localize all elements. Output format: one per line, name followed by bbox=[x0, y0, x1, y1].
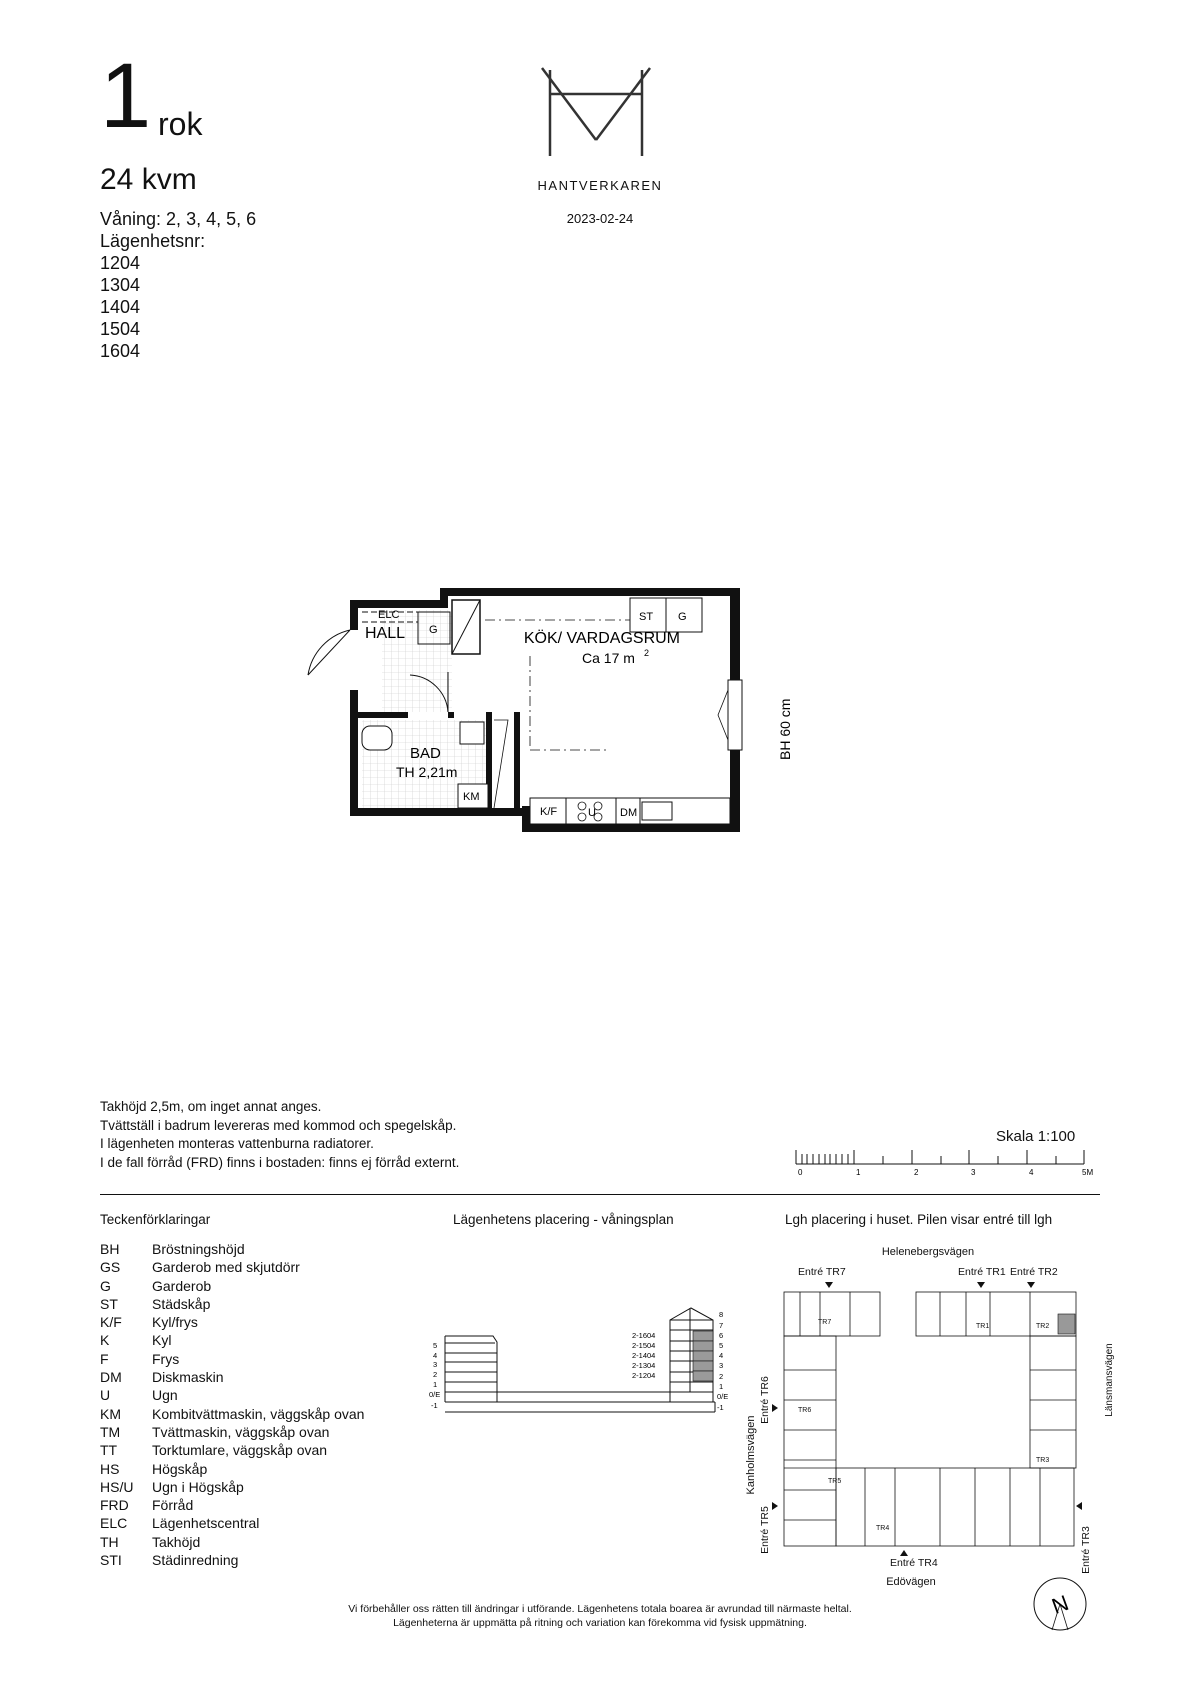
scale-tick: 5M bbox=[1082, 1168, 1094, 1177]
scale-bar bbox=[790, 1148, 1100, 1178]
legend-item bbox=[100, 1258, 364, 1276]
legend-code: FRD bbox=[100, 1497, 129, 1514]
note-line: Takhöjd 2,5m, om inget annat anges. bbox=[100, 1099, 322, 1114]
siteplan-title: Lgh placering i huset. Pilen visar entré till lgh bbox=[785, 1212, 1053, 1227]
apartment-marker bbox=[1058, 1314, 1075, 1334]
apartment-area: 24 kvm bbox=[100, 163, 197, 196]
legend-text: Ugn i Högskåp bbox=[152, 1478, 244, 1495]
wardrobe-label: G bbox=[678, 611, 687, 623]
stair-label: TR6 bbox=[798, 1407, 812, 1414]
legend-title: Teckenförklaringar bbox=[100, 1212, 211, 1227]
floor-number-left: 2 bbox=[433, 1370, 438, 1379]
street-name-bottom: Edövägen bbox=[886, 1576, 936, 1588]
scale-label: Skala 1:100 bbox=[996, 1128, 1076, 1145]
legend-text: Bröstningshöjd bbox=[152, 1241, 245, 1257]
scale-tick: 3 bbox=[971, 1168, 976, 1177]
oven-label: U bbox=[588, 807, 596, 819]
legend-list bbox=[100, 1240, 364, 1569]
scale-tick: 0 bbox=[798, 1168, 803, 1177]
wardrobe-label: G bbox=[429, 624, 438, 636]
rooms-count: 1 bbox=[100, 45, 152, 147]
document-date: 2023-02-24 bbox=[566, 211, 634, 226]
stair-label: TR7 bbox=[818, 1319, 832, 1326]
divider bbox=[100, 1194, 1100, 1195]
entry-arrow-icon bbox=[772, 1404, 778, 1412]
floor-number-left: 4 bbox=[433, 1351, 438, 1360]
entry-arrow-icon bbox=[1076, 1502, 1082, 1510]
legend-item bbox=[100, 1295, 364, 1313]
unit-label: 2-1604 bbox=[632, 1331, 656, 1340]
legend-text: Garderob bbox=[152, 1277, 212, 1294]
elc-label: ELC bbox=[378, 609, 400, 621]
street-name-top: Helenebergsvägen bbox=[881, 1246, 975, 1258]
floor-number-left: 0/E bbox=[429, 1390, 441, 1399]
floor-number-right: 4 bbox=[719, 1351, 724, 1360]
legend-code: KM bbox=[100, 1405, 121, 1422]
disclaimer bbox=[290, 1602, 910, 1630]
unit-label: 2-1304 bbox=[632, 1361, 656, 1370]
stair-label: TR4 bbox=[876, 1525, 890, 1532]
dishwasher-label: DM bbox=[620, 807, 638, 819]
note-line: Tvättställ i badrum levereras med kommod och spegelskåp. bbox=[100, 1117, 457, 1133]
stair-label: TR2 bbox=[1036, 1323, 1050, 1330]
room-area-superscript: 2 bbox=[644, 648, 650, 658]
legend-code: ELC bbox=[100, 1515, 128, 1532]
legend-text: Kyl/frys bbox=[152, 1314, 198, 1331]
floor-number-right: 1 bbox=[719, 1382, 724, 1391]
legend-item bbox=[100, 1460, 364, 1478]
legend-text: Kombitvättmaskin, väggskåp ovan bbox=[152, 1405, 365, 1422]
fridge-freezer-label: K/F bbox=[540, 806, 558, 818]
legend-text: Ugn bbox=[152, 1387, 178, 1404]
section-diagram bbox=[425, 1300, 730, 1420]
entry-label-tr2: Entré TR2 bbox=[1010, 1266, 1058, 1278]
legend-code: GS bbox=[100, 1259, 121, 1276]
room-label-bath: BAD bbox=[410, 745, 441, 762]
legend-code: BH bbox=[100, 1241, 120, 1257]
legend-text: Tvättmaskin, väggskåp ovan bbox=[152, 1423, 330, 1440]
legend-code: STI bbox=[100, 1552, 122, 1569]
room-area-living: Ca 17 m bbox=[582, 650, 635, 666]
legend-code: G bbox=[100, 1277, 111, 1294]
unit-label: 2-1504 bbox=[632, 1341, 656, 1350]
notes bbox=[100, 1098, 459, 1172]
room-label-hall: HALL bbox=[365, 625, 406, 642]
entry-label-tr6: Entré TR6 bbox=[759, 1376, 771, 1424]
entry-label-tr5: Entré TR5 bbox=[759, 1506, 771, 1554]
legend-code: TM bbox=[100, 1423, 121, 1440]
legend-item bbox=[100, 1368, 364, 1386]
legend-code: DM bbox=[100, 1369, 122, 1386]
floor-number-right: -1 bbox=[717, 1403, 724, 1412]
entry-label-tr3: Entré TR3 bbox=[1080, 1526, 1092, 1574]
scale-tick: 2 bbox=[914, 1168, 919, 1177]
bath-ceiling-height: TH 2,21m bbox=[396, 764, 458, 780]
note-line: I lägenheten monteras vattenburna radiatorer. bbox=[100, 1136, 374, 1151]
brand-name: HANTVERKAREN bbox=[537, 178, 663, 193]
room-label-living: KÖK/ VARDAGSRUM bbox=[523, 630, 680, 647]
street-name-left: Kanholmsvägen bbox=[745, 1415, 757, 1495]
apartment-meta bbox=[100, 208, 256, 362]
entry-label-tr1: Entré TR1 bbox=[958, 1266, 1006, 1278]
legend-item bbox=[100, 1350, 364, 1368]
street-name-right: Länsmansvägen bbox=[1104, 1343, 1115, 1417]
entry-label-tr7: Entré TR7 bbox=[798, 1266, 846, 1278]
legend-item bbox=[100, 1240, 364, 1258]
legend-item bbox=[100, 1533, 364, 1551]
stair-label: TR1 bbox=[976, 1323, 990, 1330]
scale-tick: 1 bbox=[856, 1168, 861, 1177]
legend-text: Diskmaskin bbox=[152, 1369, 224, 1386]
apartment-number: 1404 bbox=[100, 297, 141, 317]
apartment-number-label: Lägenhetsnr: bbox=[100, 231, 206, 251]
entry-arrow-icon bbox=[825, 1282, 833, 1288]
legend-text: Högskåp bbox=[152, 1460, 208, 1477]
legend-text: Torktumlare, väggskåp ovan bbox=[152, 1442, 328, 1459]
apartment-number: 1204 bbox=[100, 253, 141, 273]
legend-text: Takhöjd bbox=[152, 1533, 201, 1550]
cleaning-cabinet-label: ST bbox=[639, 611, 654, 623]
rooms-unit: rok bbox=[158, 106, 203, 142]
legend-text: Kyl bbox=[152, 1332, 172, 1349]
legend-item bbox=[100, 1441, 364, 1459]
legend-item bbox=[100, 1331, 364, 1349]
floor-number-right: 6 bbox=[719, 1331, 724, 1340]
legend-code: K bbox=[100, 1332, 110, 1349]
legend-item bbox=[100, 1514, 364, 1532]
legend-code: ST bbox=[100, 1295, 118, 1312]
hantverkaren-logo-icon bbox=[540, 66, 660, 170]
legend-code: HS/U bbox=[100, 1478, 134, 1495]
entry-arrow-icon bbox=[900, 1550, 908, 1556]
floor-number-left: 1 bbox=[433, 1380, 438, 1389]
note-line: I de fall förråd (FRD) finns i bostaden: finns ej förråd externt. bbox=[100, 1154, 460, 1170]
window-sill-height: BH 60 cm bbox=[777, 698, 793, 760]
legend-code: F bbox=[100, 1350, 109, 1367]
legend-item bbox=[100, 1496, 364, 1514]
unit-label: 2-1404 bbox=[632, 1351, 656, 1360]
disclaimer-line: Vi förbehåller oss rätten till ändringar i utförande. Lägenhetens totala boarea är avrundad till närmaste heltal. bbox=[348, 1603, 852, 1615]
floor-number-right: 3 bbox=[719, 1361, 724, 1370]
stair-label: TR5 bbox=[828, 1478, 842, 1485]
floor-number-left: -1 bbox=[431, 1401, 438, 1410]
apartment-number: 1504 bbox=[100, 319, 141, 339]
floor-number-right: 5 bbox=[719, 1341, 724, 1350]
floor-number-right: 0/E bbox=[717, 1392, 729, 1401]
legend-text: Städinredning bbox=[152, 1552, 239, 1569]
legend-code: TT bbox=[100, 1442, 118, 1459]
legend-item bbox=[100, 1386, 364, 1404]
legend-item bbox=[100, 1405, 364, 1423]
apartment-number: 1304 bbox=[100, 275, 141, 295]
legend-item bbox=[100, 1478, 364, 1496]
legend-text: Städskåp bbox=[152, 1295, 211, 1312]
apartment-number: 1604 bbox=[100, 341, 141, 361]
section-title: Lägenhetens placering - våningsplan bbox=[453, 1212, 674, 1227]
legend-code: TH bbox=[100, 1533, 119, 1550]
legend-code: HS bbox=[100, 1460, 120, 1477]
entry-arrow-icon bbox=[977, 1282, 985, 1288]
floor-number-right: 2 bbox=[719, 1372, 724, 1381]
floor-plan bbox=[300, 560, 820, 870]
unit-label: 2-1204 bbox=[632, 1371, 656, 1380]
entry-label-tr4: Entré TR4 bbox=[890, 1557, 938, 1569]
legend-item bbox=[100, 1551, 364, 1569]
legend-text: Garderob med skjutdörr bbox=[152, 1259, 300, 1276]
legend-item bbox=[100, 1277, 364, 1295]
scale-tick: 4 bbox=[1029, 1168, 1034, 1177]
disclaimer-line: Lägenheterna är uppmätta på ritning och variation kan förekomma vid fysisk uppmätning. bbox=[393, 1617, 807, 1629]
legend-text: Lägenhetscentral bbox=[152, 1515, 260, 1532]
floor-number-left: 3 bbox=[433, 1360, 438, 1369]
entry-arrow-icon bbox=[772, 1502, 778, 1510]
compass-north-label: N bbox=[1048, 1590, 1072, 1619]
compass-icon bbox=[1030, 1574, 1090, 1634]
site-plan bbox=[740, 1240, 1115, 1590]
floors-text: Våning: 2, 3, 4, 5, 6 bbox=[100, 209, 257, 229]
legend-text: Frys bbox=[152, 1350, 180, 1367]
legend-item bbox=[100, 1313, 364, 1331]
floor-number-right: 7 bbox=[719, 1321, 724, 1330]
legend-code: U bbox=[100, 1387, 111, 1404]
legend-item bbox=[100, 1423, 364, 1441]
legend-code: K/F bbox=[100, 1314, 122, 1331]
entry-arrow-icon bbox=[1027, 1282, 1035, 1288]
floor-number-right: 8 bbox=[719, 1310, 724, 1319]
legend-text: Förråd bbox=[152, 1497, 194, 1514]
floor-number-left: 5 bbox=[433, 1341, 438, 1350]
washer-label: KM bbox=[463, 791, 480, 803]
stair-label: TR3 bbox=[1036, 1457, 1050, 1464]
